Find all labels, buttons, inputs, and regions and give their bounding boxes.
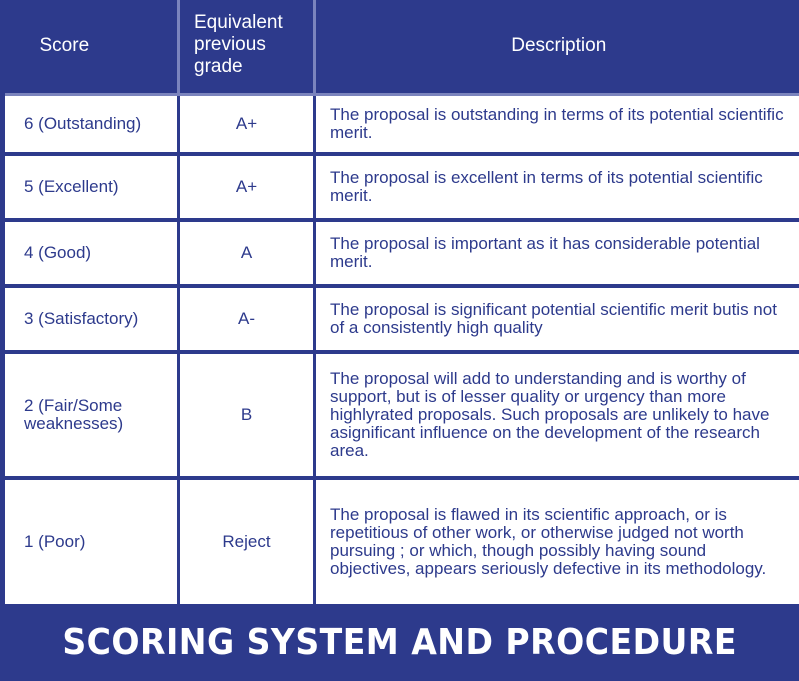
table-row [3, 286, 799, 352]
banner-title: SCORING SYSTEM AND PROCEDURE [62, 622, 737, 663]
table-row [3, 352, 799, 478]
title-banner [0, 604, 799, 681]
grade-cell: B [179, 352, 315, 478]
grade-cell: A [179, 220, 315, 286]
header-description: Description [315, 0, 799, 94]
grade-cell: A+ [179, 154, 315, 220]
score-cell: 1 (Poor) [3, 478, 179, 604]
grade-cell: A+ [179, 94, 315, 154]
description-cell: The proposal is important as it has considerable potential merit. [315, 220, 799, 286]
table-header-row [3, 0, 799, 94]
score-cell: 3 (Satisfactory) [3, 286, 179, 352]
score-cell: 4 (Good) [3, 220, 179, 286]
score-cell: 2 (Fair/Some weaknesses) [3, 352, 179, 478]
description-cell: The proposal is excellent in terms of its potential scientific merit. [315, 154, 799, 220]
score-cell: 6 (Outstanding) [3, 94, 179, 154]
header-score: Score [3, 0, 179, 94]
table-row [3, 220, 799, 286]
description-cell: The proposal is flawed in its scientific approach, or is repetitious of other work, or otherwise judged not worth pursuing ; or which, though possibly having sound objectives, appears seriously defective in its methodology. [315, 478, 799, 604]
table-row [3, 94, 799, 154]
description-cell: The proposal is significant potential scientific merit butis not of a consistently high quality [315, 286, 799, 352]
header-equivalent-grade: Equivalent previous grade [179, 0, 315, 94]
score-cell: 5 (Excellent) [3, 154, 179, 220]
grade-cell: A- [179, 286, 315, 352]
description-cell: The proposal is outstanding in terms of its potential scientific merit. [315, 94, 799, 154]
table-row [3, 478, 799, 604]
description-cell: The proposal will add to understanding and is worthy of support, but is of lesser quality or urgency than more highlyrated proposals. Such proposals are unlikely to have asignificant influence on the development of the research area. [315, 352, 799, 478]
grade-cell: Reject [179, 478, 315, 604]
table-row [3, 154, 799, 220]
